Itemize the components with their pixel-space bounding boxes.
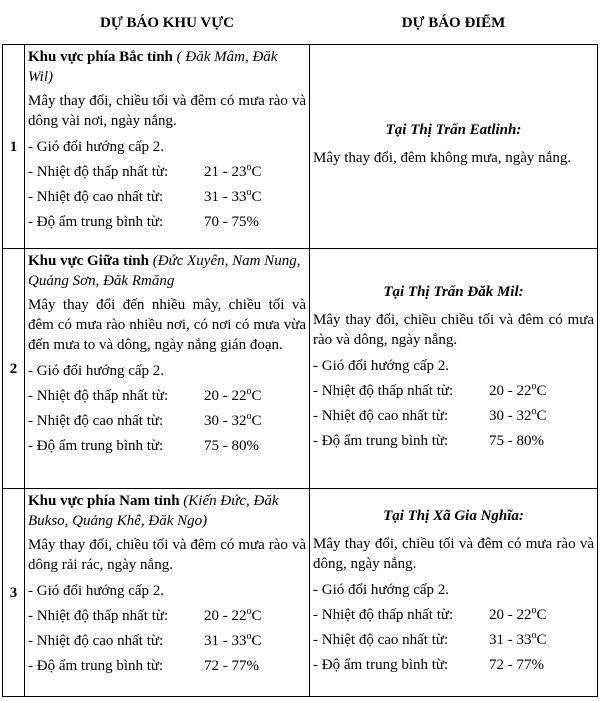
- region-title: [28, 251, 306, 291]
- humidity-line: - Độ ẩm trung bình từ: 72 - 77%: [313, 656, 544, 673]
- region-areas: (Kiến Đức, Đăk Bukso, Quảng Khê, Đăk Ngo): [28, 493, 279, 529]
- point-cell: [310, 45, 598, 249]
- region-description: Mây thay đổi đến nhiều mây, chiều tối và đêm có mưa rào nhiều nơi, có nơi có mưa vừa đến mưa to và dông, ngày nắng gián đoạn.: [28, 297, 306, 353]
- tmin-line: - Nhiệt độ thấp nhất từ: 21 - 23$^o$C: [28, 162, 262, 180]
- tmin-value: 20 - 22$^o$C: [204, 606, 262, 624]
- tmin-line: - Nhiệt độ thấp nhất từ: 20 - 22$^o$C: [313, 604, 547, 623]
- point-title: Tại Thị Xã Gia Nghĩa:: [383, 507, 524, 524]
- wind-line: - Gió đổi hướng cấp 2.: [313, 357, 450, 374]
- tmin-line: - Nhiệt độ thấp nhất từ: 20 - 22$^o$C: [313, 380, 547, 399]
- tmin-value: 20 - 22$^o$C: [489, 604, 547, 623]
- tmax-line: - Nhiệt độ cao nhất từ: 31 - 33$^o$C: [28, 631, 262, 649]
- tmax-line: - Nhiệt độ cao nhất từ: 31 - 33$^o$C: [28, 187, 262, 205]
- humidity-line: - Độ ẩm trung bình từ: 75 - 80%: [28, 438, 259, 454]
- humidity-value: 70 - 75%: [204, 214, 259, 230]
- point-cell: [310, 489, 598, 697]
- region-name: Khu vực Giữa tỉnh: [28, 253, 149, 269]
- header-num: [3, 2, 25, 45]
- tmax-line: - Nhiệt độ cao nhất từ: 30 - 32$^o$C: [28, 411, 262, 429]
- point-title: Tại Thị Trấn Đăk Mil:: [383, 283, 524, 300]
- header-row: [3, 2, 598, 45]
- tmin-value: 20 - 22$^o$C: [204, 386, 262, 404]
- point-cell: [310, 249, 598, 489]
- header-point: DỰ BÁO ĐIỂM: [401, 14, 506, 31]
- point-description: Mây thay đổi, chiều tối và đêm có mưa rào và dông, ngày nắng.: [313, 535, 594, 572]
- region-name: Khu vực phía Bắc tỉnh: [28, 49, 173, 65]
- region-title: [28, 491, 306, 531]
- region-areas: ( Đăk Mâm, Đăk Wil): [28, 49, 278, 85]
- tmin-value: 21 - 23$^o$C: [204, 162, 262, 180]
- forecast-table: [2, 2, 598, 697]
- point-description: Mây thay đổi, chiều chiều tối và đêm có mưa rào và dông, ngày nắng.: [313, 311, 594, 348]
- tmax-value: 31 - 33$^o$C: [204, 631, 262, 649]
- tmax-value: 31 - 33$^o$C: [204, 187, 262, 205]
- row-number: 1: [3, 45, 25, 249]
- wind-line: - Gió đổi hướng cấp 2.: [28, 583, 165, 599]
- region-cell: [25, 489, 310, 697]
- tmax-value: 31 - 33$^o$C: [489, 629, 547, 648]
- humidity-value: 75 - 80%: [204, 438, 259, 454]
- region-title: [28, 47, 306, 87]
- region-cell: [25, 45, 310, 249]
- tmax-line: - Nhiệt độ cao nhất từ: 31 - 33$^o$C: [313, 629, 547, 648]
- wind-line: - Gió đổi hướng cấp 2.: [313, 581, 450, 598]
- tmax-value: 30 - 32$^o$C: [204, 411, 262, 429]
- tmin-line: - Nhiệt độ thấp nhất từ: 20 - 22$^o$C: [28, 386, 262, 404]
- wind-line: - Gió đổi hướng cấp 2.: [28, 363, 165, 379]
- region-name: Khu vực phía Nam tỉnh: [28, 493, 180, 509]
- table-row: [3, 489, 598, 697]
- row-number: 2: [3, 249, 25, 489]
- tmin-line: - Nhiệt độ thấp nhất từ: 20 - 22$^o$C: [28, 606, 262, 624]
- humidity-line: - Độ ẩm trung bình từ: 70 - 75%: [28, 214, 259, 230]
- humidity-value: 72 - 77%: [489, 656, 544, 673]
- humidity-line: - Độ ẩm trung bình từ: 72 - 77%: [28, 658, 259, 674]
- row-number: 3: [3, 489, 25, 697]
- region-areas: (Đức Xuyên, Nam Nung, Quảng Sơn, Đăk Rmăng: [28, 253, 301, 289]
- wind-line: - Gió đổi hướng cấp 2.: [28, 139, 165, 155]
- tmax-line: - Nhiệt độ cao nhất từ: 30 - 32$^o$C: [313, 405, 547, 424]
- point-description: Mây thay đổi, đêm không mưa, ngày nắng.: [313, 149, 572, 166]
- tmax-value: 30 - 32$^o$C: [489, 405, 547, 424]
- humidity-line: - Độ ẩm trung bình từ: 75 - 80%: [313, 432, 544, 449]
- humidity-value: 72 - 77%: [204, 658, 259, 674]
- point-title: Tại Thị Trấn Eatlinh:: [385, 121, 522, 138]
- table-row: [3, 45, 598, 249]
- header-region: DỰ BÁO KHU VỰC: [99, 14, 235, 31]
- region-description: Mây thay đổi, chiều tối và đêm có mưa rào và dông rải rác, ngày nắng.: [28, 537, 306, 573]
- humidity-value: 75 - 80%: [489, 432, 544, 449]
- region-cell: [25, 249, 310, 489]
- table-row: [3, 249, 598, 489]
- tmin-value: 20 - 22$^o$C: [489, 380, 547, 399]
- region-description: Mây thay đổi, chiều tối và đêm có mưa rào và dông vài nơi, ngày nắng.: [28, 93, 306, 129]
